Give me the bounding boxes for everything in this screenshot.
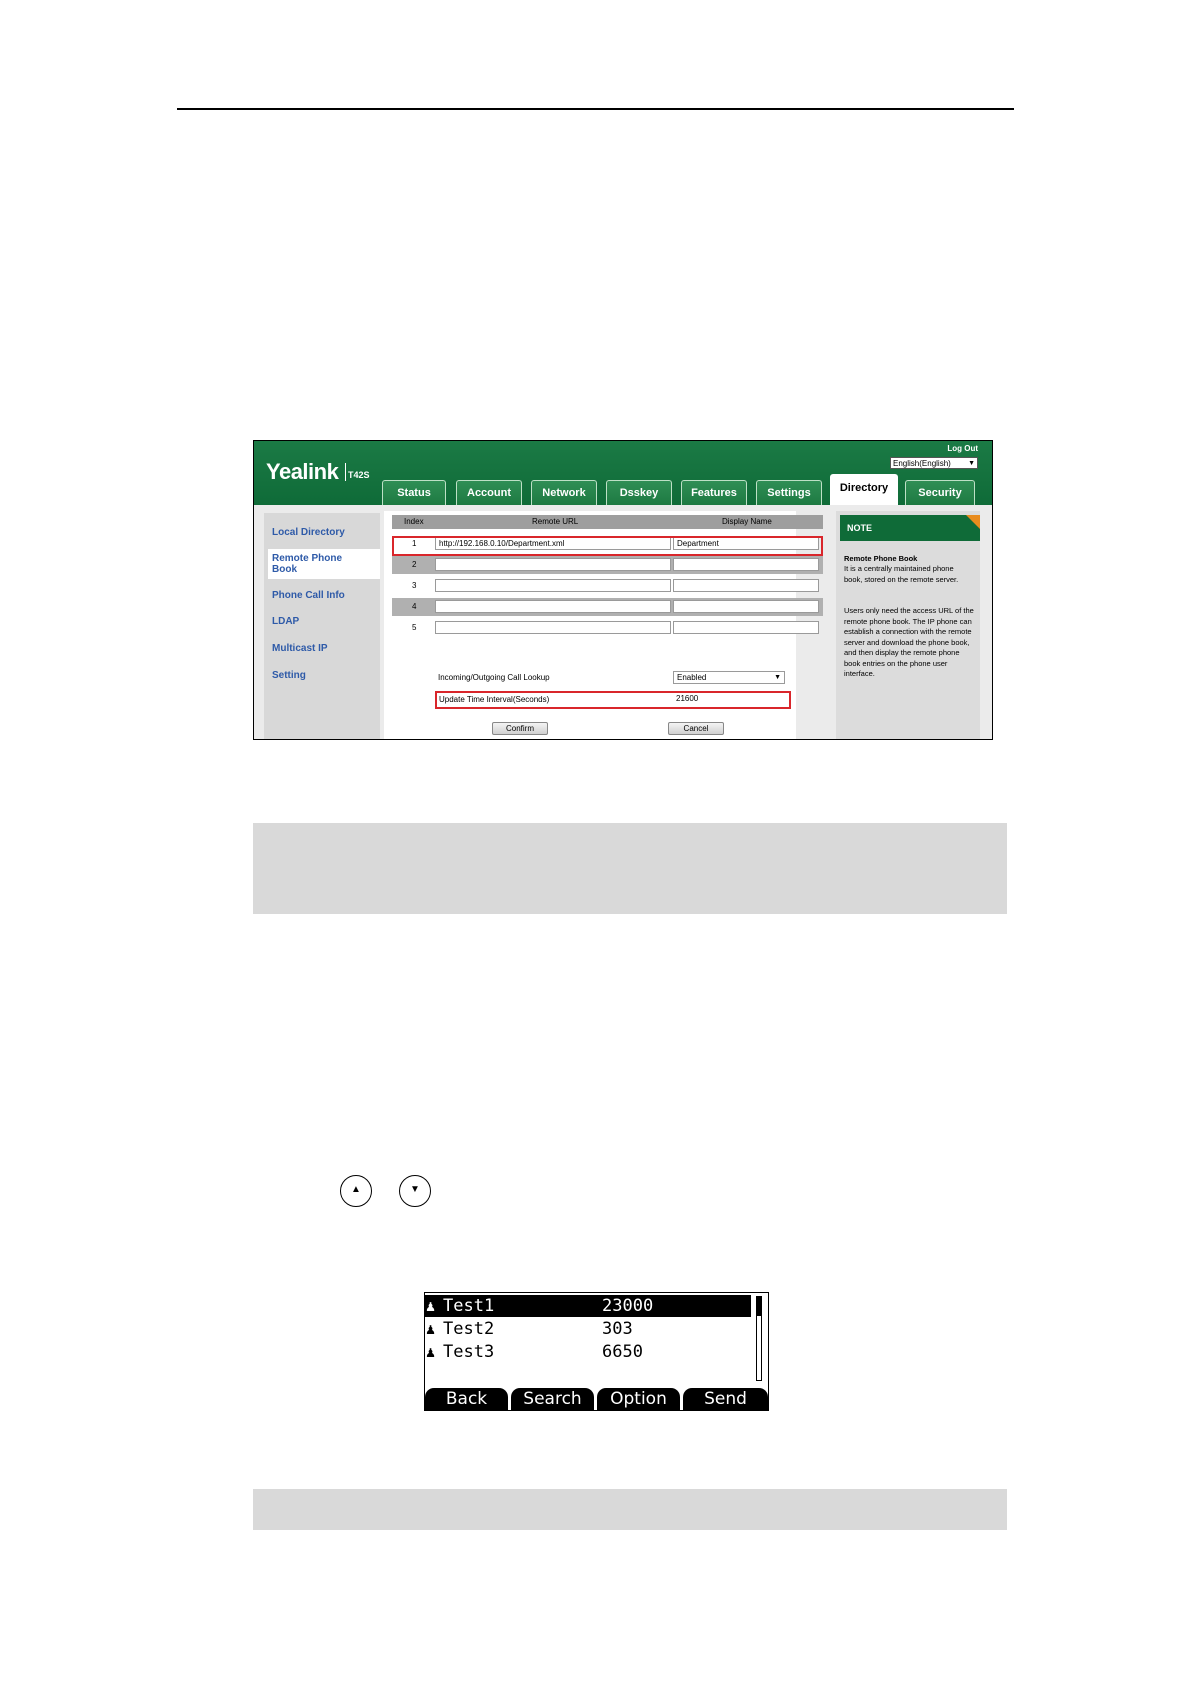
lookup-value: Enabled	[677, 673, 707, 682]
interval-input[interactable]: 21600	[676, 694, 699, 703]
softkey-send[interactable]: Send	[683, 1388, 768, 1410]
display-name-input[interactable]	[673, 600, 819, 613]
down-arrow-key-icon: ▼	[399, 1175, 431, 1207]
language-select[interactable]	[890, 457, 978, 469]
lookup-select[interactable]	[673, 671, 785, 684]
contact-icon: ♟	[426, 1343, 436, 1361]
remote-url-input[interactable]	[435, 579, 671, 592]
display-name-input[interactable]: Department	[673, 537, 819, 550]
logout-link[interactable]: Log Out	[947, 444, 978, 453]
contact-name: Test1	[443, 1296, 495, 1316]
cancel-button[interactable]: Cancel	[668, 722, 724, 735]
softkey-option[interactable]: Option	[597, 1388, 680, 1410]
row-index: 3	[412, 581, 417, 590]
col-remote-url: Remote URL	[532, 517, 579, 526]
tab-settings[interactable]: Settings	[756, 480, 822, 505]
row-index: 5	[412, 623, 417, 632]
model-label: T42S	[348, 470, 370, 480]
contact-number: 23000	[602, 1296, 654, 1316]
lookup-label: Incoming/Outgoing Call Lookup	[438, 673, 550, 682]
softkey-search[interactable]: Search	[511, 1388, 594, 1410]
web-ui-screenshot	[253, 440, 993, 740]
contact-number: 303	[602, 1319, 633, 1339]
sidebar-item-remote-phone-book[interactable]: Remote Phone Book	[272, 553, 343, 575]
tab-features[interactable]: Features	[681, 480, 747, 505]
remote-url-input[interactable]: http://192.168.0.10/Department.xml	[435, 537, 671, 550]
header-rule	[177, 108, 1014, 110]
row-index: 2	[412, 560, 417, 569]
table-row	[392, 598, 823, 616]
display-name-input[interactable]	[673, 621, 819, 634]
table-row	[392, 556, 823, 574]
contact-row[interactable]	[425, 1341, 751, 1363]
sidebar-item-local-directory[interactable]: Local Directory	[272, 527, 345, 538]
interval-label: Update Time Interval(Seconds)	[439, 695, 550, 704]
tab-status[interactable]: Status	[382, 480, 446, 505]
display-name-input[interactable]	[673, 579, 819, 592]
softkey-bar	[425, 1388, 768, 1410]
row1-highlight-box	[392, 536, 823, 556]
sidebar-item-multicast-ip[interactable]: Multicast IP	[272, 643, 328, 654]
tab-directory[interactable]: Directory	[830, 474, 898, 505]
chevron-down-icon: ▼	[968, 460, 975, 467]
contact-number: 6650	[602, 1342, 643, 1362]
tab-dsskey[interactable]: Dsskey	[606, 480, 672, 505]
row-index: 4	[412, 602, 417, 611]
chevron-down-icon: ▼	[774, 674, 781, 681]
note-paragraph-1: It is a centrally maintained phone book, stored on the remote server.	[844, 564, 959, 584]
remote-url-input[interactable]	[435, 621, 671, 634]
contact-name: Test3	[443, 1342, 495, 1362]
tab-network[interactable]: Network	[531, 480, 597, 505]
note-paragraph-2: Users only need the access URL of the remote phone book. The IP phone can establish a connection with the remote server and download the phone book, and then display the remote phone book entries on the phone user interface.	[844, 606, 974, 678]
note-shading-bar	[253, 823, 1007, 914]
contact-name: Test2	[443, 1319, 495, 1339]
sidebar-item-ldap[interactable]: LDAP	[272, 616, 300, 627]
col-display-name: Display Name	[722, 517, 772, 526]
phone-lcd-screenshot	[424, 1292, 769, 1411]
contact-icon: ♟	[426, 1320, 436, 1338]
col-index: Index	[404, 517, 424, 526]
up-arrow-key-icon: ▲	[340, 1175, 372, 1207]
table-row	[392, 577, 823, 595]
display-name-input[interactable]	[673, 558, 819, 571]
softkey-back[interactable]: Back	[425, 1388, 508, 1410]
row-index: 1	[412, 539, 417, 548]
confirm-button[interactable]: Confirm	[492, 722, 548, 735]
note-title: Remote Phone Book	[844, 554, 918, 563]
table-header	[392, 515, 823, 529]
note-header: NOTE	[840, 515, 980, 541]
contact-icon: ♟	[426, 1297, 436, 1315]
contact-row[interactable]	[425, 1295, 751, 1317]
sidebar-item-phone-call-info[interactable]: Phone Call Info	[272, 590, 345, 601]
lcd-scrollbar-thumb	[756, 1296, 762, 1316]
note-shading-bar	[253, 1489, 1007, 1530]
note-corner-icon	[966, 515, 980, 529]
yealink-logo: Yealink	[266, 459, 339, 484]
tab-account[interactable]: Account	[456, 480, 522, 505]
tab-security[interactable]: Security	[905, 480, 975, 505]
contact-row[interactable]	[425, 1318, 751, 1340]
remote-url-input[interactable]	[435, 600, 671, 613]
logo-separator	[345, 463, 346, 481]
sidebar-item-setting[interactable]: Setting	[272, 670, 306, 681]
language-value: English(English)	[893, 459, 951, 468]
remote-url-input[interactable]	[435, 558, 671, 571]
table-row	[392, 619, 823, 637]
